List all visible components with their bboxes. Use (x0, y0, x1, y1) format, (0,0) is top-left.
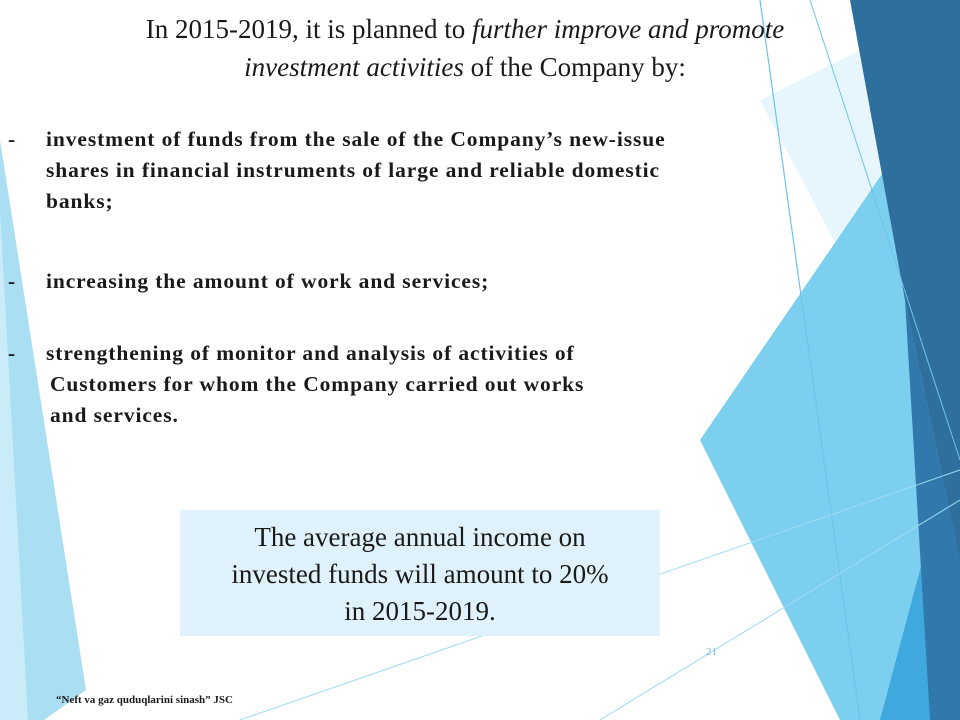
bullet-text: strengthening of monitor and analysis of activities of (46, 341, 575, 365)
page-number: 21 (706, 646, 717, 658)
bullet-dash: - (8, 269, 17, 293)
bullet-text: banks; (46, 189, 114, 213)
bullet-text: increasing the amount of work and services; (46, 269, 490, 293)
bullet-text: investment of funds from the sale of the Company’s new-issue (46, 127, 666, 151)
callout-text: in 2015-2019. (344, 596, 496, 626)
bullet-text: shares in financial instruments of large and reliable domestic (46, 158, 661, 182)
title-italic-text: further improve and promote (472, 14, 785, 44)
bullet-dash: - (8, 341, 17, 365)
slide-title (40, 10, 890, 86)
bullet-dash: - (8, 127, 17, 151)
title-italic-text: investment activities (244, 52, 464, 82)
bullet-text: Customers for whom the Company carried out works (50, 372, 585, 396)
footer-company-name: “Neft va gaz quduqlarini sinash” JSC (56, 694, 233, 706)
callout-text: The average annual income on (254, 522, 586, 552)
callout-text: invested funds will amount to 20% (231, 559, 609, 589)
income-callout-box (180, 510, 660, 636)
title-text: In 2015-2019, it is planned to (145, 14, 472, 44)
bullet-text: and services. (50, 403, 179, 427)
title-text: of the Company by: (463, 52, 686, 82)
